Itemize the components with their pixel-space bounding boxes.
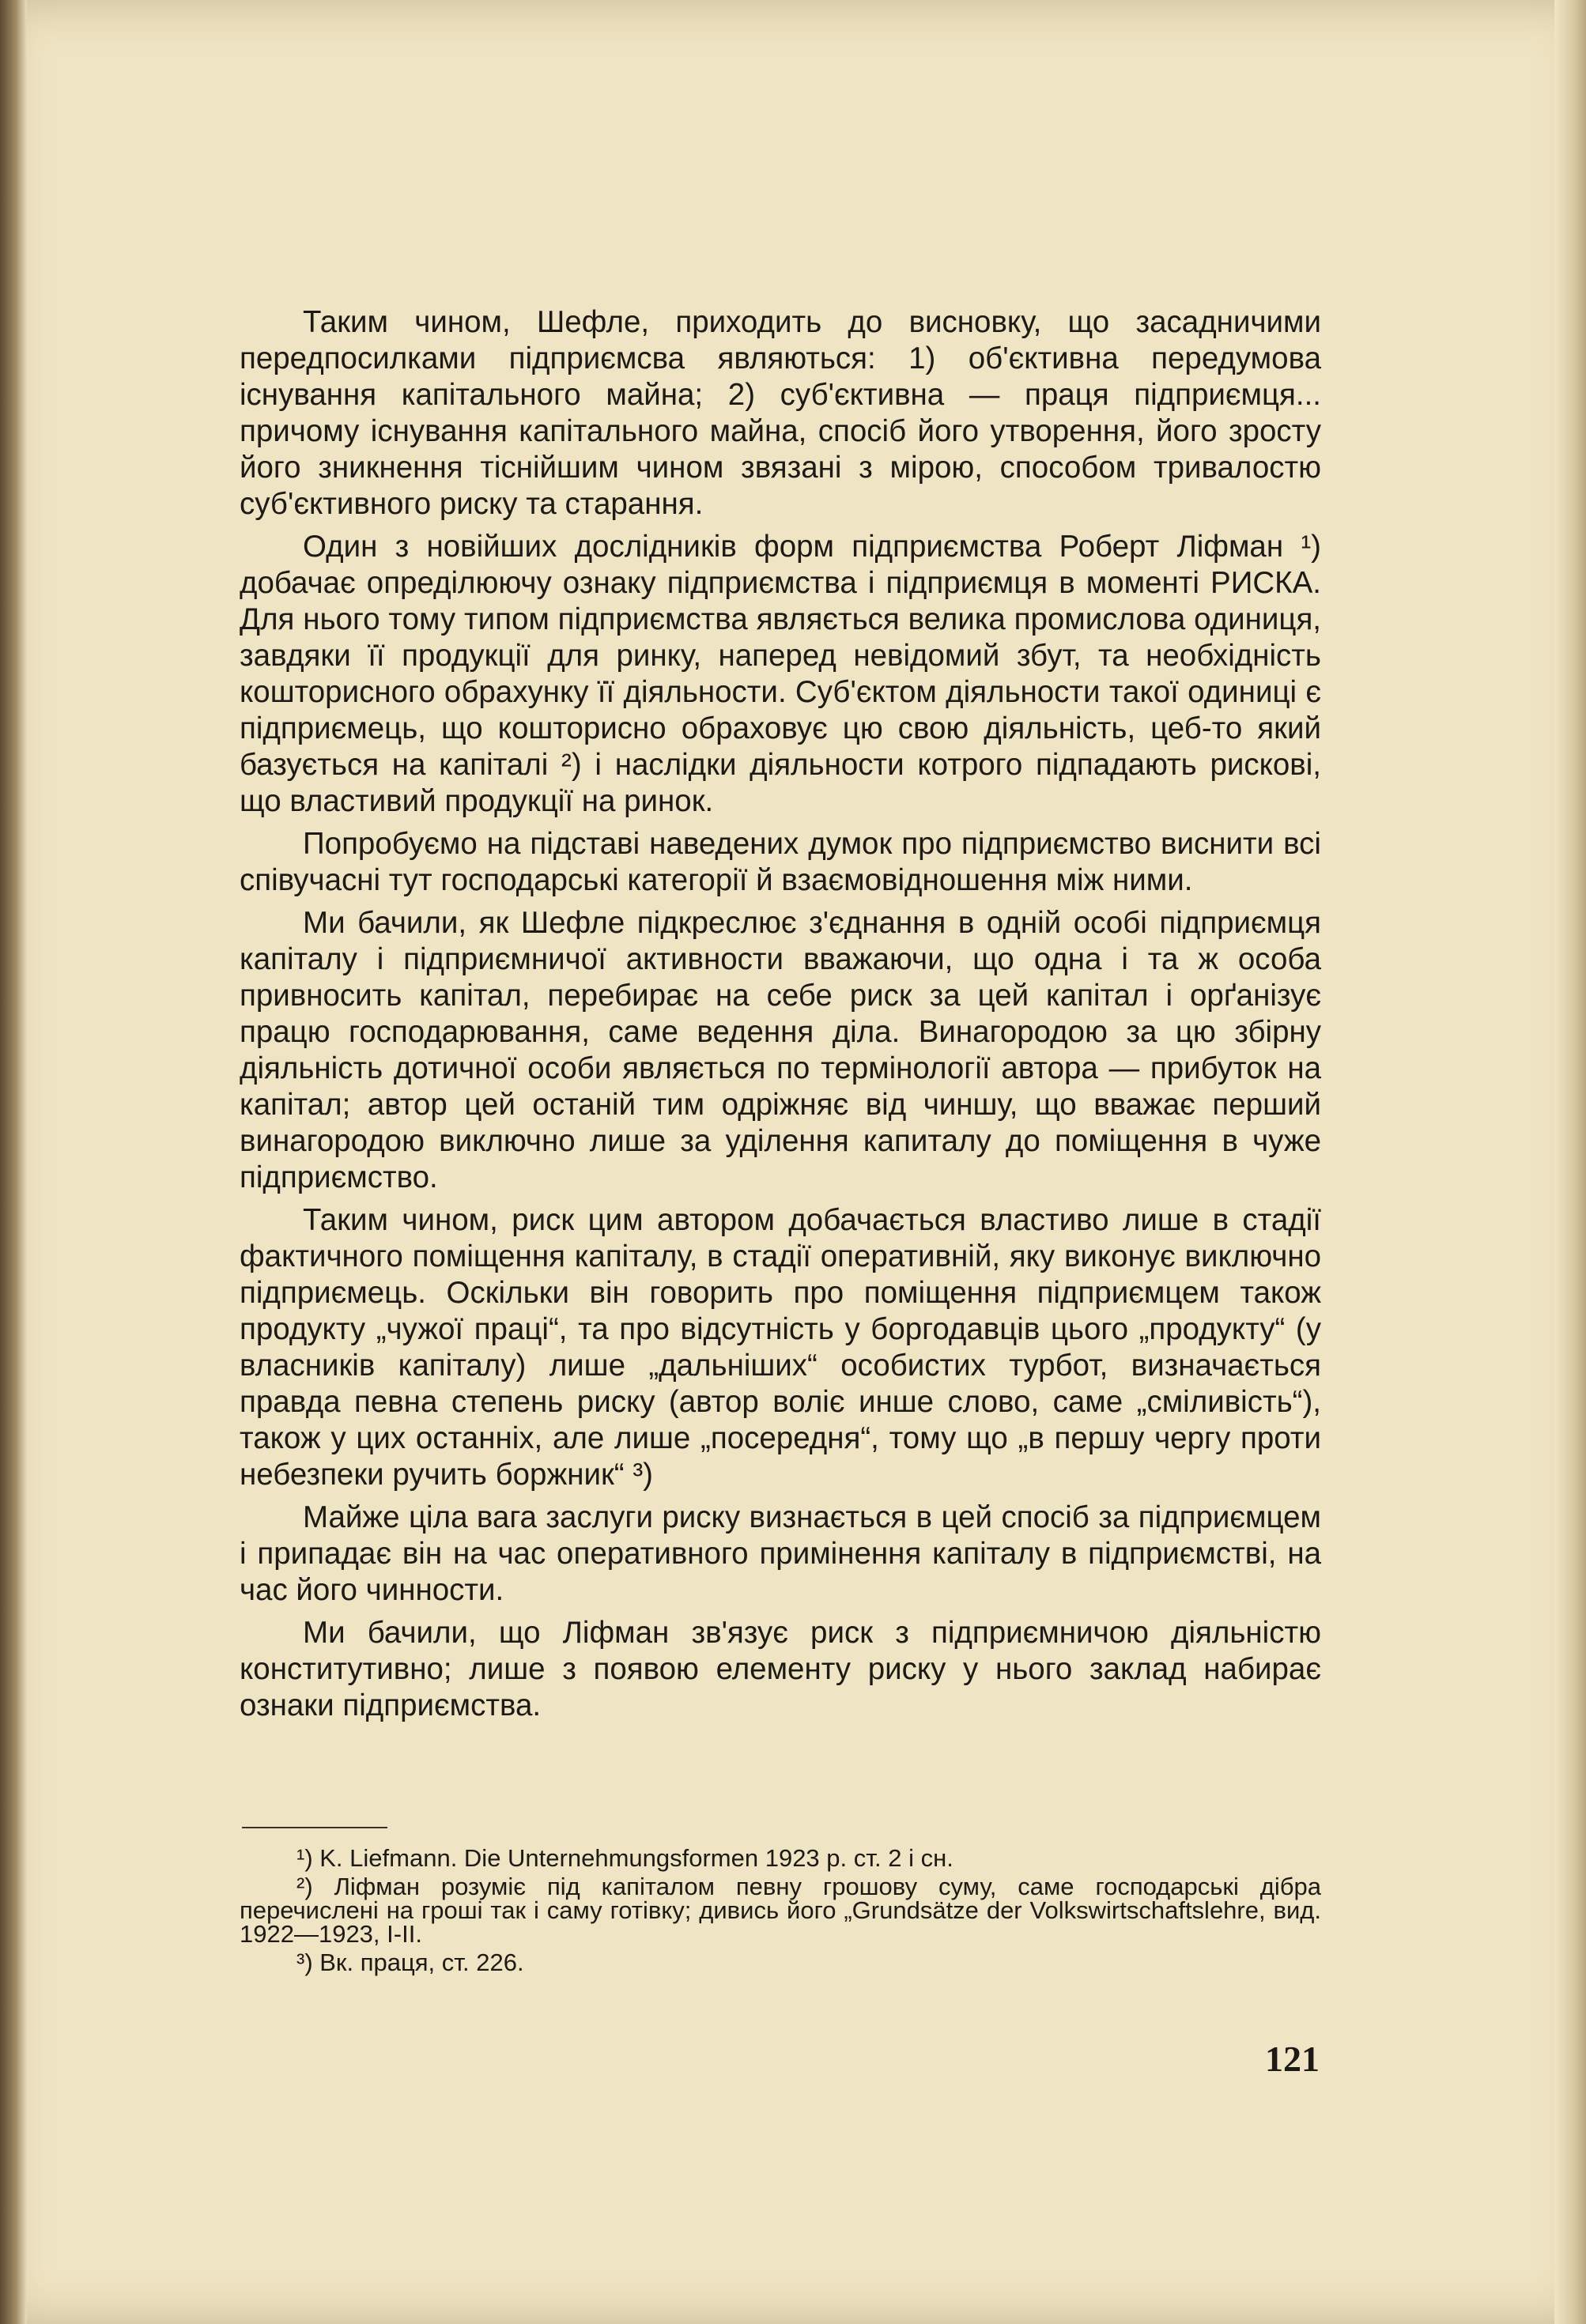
footnote: ²) Ліфман розуміє під капіталом певну грошову суму, саме господарські дібра перечислені на гроші так і саму готівку; дивись його „Grundsätze der Volkswirtschaftslehre, вид. 1922—1923, I-II. bbox=[240, 1873, 1321, 1948]
footnote: ¹) K. Liefmann. Die Unternehmungsformen 1923 р. ст. 2 і сн. bbox=[296, 1844, 953, 1872]
footnote-divider bbox=[242, 1827, 387, 1828]
footnote: ³) Вк. праця, ст. 226. bbox=[296, 1949, 524, 1976]
paragraph: Ми бачили, як Шефле підкреслює з'єднання в одній особі підприємця капіталу і підприємничої активности вважаючи, що одна і та ж особа привносить капітал, перебирає на себе риск за цей капітал і орґанізує працю господарювання, саме ведення діла. Винагородою за цю збірну діяльність дотичної особи являється по термінології автора — прибуток на капітал; автор цей останій тим одріжняє від чиншу, що вважає перший винагородою виключно лише за уділення капиталу до поміщення в чуже підприємство. bbox=[240, 906, 1321, 1194]
paragraph: Ми бачили, що Ліфман зв'язує риск з підприємничою діяльністю конститутивно; лише з появою елементу риску у нього заклад набирає ознаки підприємства. bbox=[240, 1616, 1321, 1722]
footnotes bbox=[240, 1844, 1321, 1979]
page-number: 121 bbox=[1265, 2039, 1320, 2079]
paragraph: Таким чином, риск цим автором добачається властиво лише в стадії фактичного поміщення капіталу, в стадії оперативній, яку виконує виключно підприємець. Оскільки він говорить про поміщення підприємцем також продукту „чужої праці“, та про відсутність у боргодавців цього „продукту“ (у власників капіталу) лише „дальніших“ особистих турбот, визначається правда певна степень риску (автор воліє инше слово, саме „сміливість“), також у цих останніх, але лише „посередня“, тому що „в першу чергу проти небезпеки ручить боржник“ ³) bbox=[240, 1203, 1321, 1492]
book-spine-shadow bbox=[0, 0, 27, 2324]
main-text bbox=[240, 304, 1321, 1730]
paragraph: Таким чином, Шефле, приходить до висновку, що засадничими передпосилками підприємсва являються: 1) об'єктивна передумова існування капітального майна; 2) суб'єктивна — праця підприємця... причому існування капітального майна, спосіб його утворення, його зросту його зникнення тіснійшим чином звязані з мірою, способом тривалостю суб'єктивного риску та старання. bbox=[240, 305, 1321, 521]
page-edge bbox=[1554, 0, 1586, 2324]
paragraph: Попробуємо на підставі наведених думок про підприємство виснити всі співучасні тут господарські категорії й взаємовідношення між ними. bbox=[240, 827, 1321, 897]
paragraph: Один з новійших дослідників форм підприємства Роберт Ліфман ¹) добачає опреділюючу ознаку підприємства і підприємця в моменті РИСКА. Для нього тому типом підприємства являється велика промислова одиниця, завдяки її продукції для ринку, наперед невідомий збут, та необхідність кошторисного обрахунку її діяльности. Суб'єктом діяльности такої одиниці є підприємець, що кошторисно обраховує цю свою діяльність, цеб-то який базується на капіталі ²) і наслідки діяльности котрого підпадають рискові, що властивий продукції на ринок. bbox=[240, 530, 1321, 818]
paragraph: Майже ціла вага заслуги риску визнається в цей спосіб за підприємцем і припадає він на час оперативного примінення капіталу в підприємстві, на час його чинности. bbox=[240, 1500, 1321, 1607]
